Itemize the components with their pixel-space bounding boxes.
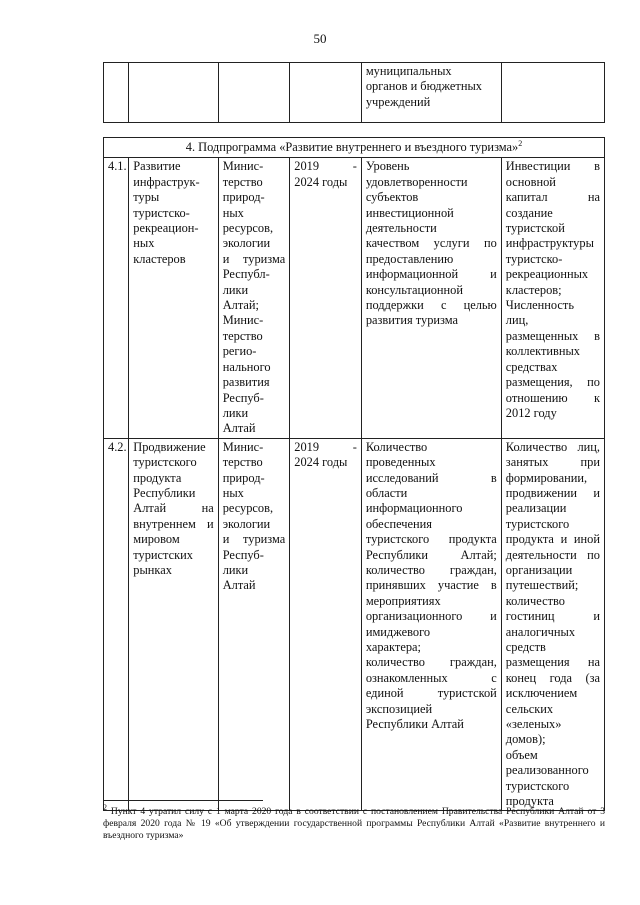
measure-name: [129, 158, 218, 438]
cell-line: природ-: [222, 190, 265, 205]
cell-line: лики: [222, 282, 249, 297]
cell-line: нального: [222, 359, 271, 374]
cell-line: 2024 годы: [294, 455, 348, 470]
cell-line: лиц,: [505, 313, 529, 328]
cell-line: инвестиционной: [365, 205, 454, 220]
cell-line: ных: [133, 236, 155, 251]
cell-line: продукта и иной: [505, 532, 600, 547]
cell-line: мировом: [133, 532, 180, 547]
cell-line: проведенных: [365, 455, 436, 470]
cell-line: кластеров;: [505, 282, 562, 297]
cell-line: туристского: [133, 455, 197, 470]
footnote-mark: 2: [103, 802, 107, 812]
cell-line: информационного: [365, 501, 463, 516]
cell-line: Алтай: [222, 578, 256, 593]
cell-line: Республики Алтай: [365, 717, 464, 732]
cell-line: реализации: [505, 501, 567, 516]
cell-line: инфраструктуры: [505, 236, 594, 251]
cell-line: создание: [505, 205, 553, 220]
cell-line: лики: [222, 562, 249, 577]
cell-line: Уровень: [365, 159, 410, 174]
cell-line: путешествий;: [505, 578, 579, 593]
cell-line: исследований в: [365, 470, 497, 485]
cell-line: терство: [222, 455, 263, 470]
cell-line: реализованного: [505, 763, 589, 778]
cell-line: организационного и: [365, 609, 497, 624]
cell-line: терство: [222, 174, 263, 189]
cell-line: Алтай;: [222, 298, 259, 313]
cell-line: средствах: [505, 359, 558, 374]
cell-line: деятельности: [365, 221, 437, 236]
cell-line: Минис-: [222, 159, 264, 174]
cell-line: количество граждан,: [365, 562, 497, 577]
table-cell: [218, 63, 290, 123]
cell-line: аналогичных: [505, 624, 576, 639]
cell-line: туристского продукта: [365, 532, 497, 547]
footnote-text: Пункт 4 утратил силу с 1 марта 2020 года в соответствии с постановлением Правительства Республики Алтай от 3 февраля 2020 года № 19 «Об утверждении государственной программы Республики Алтай «Развитие внутреннего и въездного туризма»: [103, 806, 605, 841]
cell-line: имиджевого: [365, 624, 431, 639]
cell-line: исключением: [505, 686, 578, 701]
cell-line: кластеров: [133, 251, 186, 266]
cell-line: туристско-: [505, 251, 563, 266]
cell-line: организации: [505, 562, 573, 577]
cell-line: капитал на: [505, 190, 600, 205]
cell-line: рекреацион-: [133, 221, 199, 236]
cell-line: рынках: [133, 562, 172, 577]
cell-line: рекреационных: [505, 267, 589, 282]
row-number-text: 4.1.: [108, 159, 127, 174]
cell-line: формировании,: [505, 470, 588, 485]
cell-line: развития туризма: [365, 313, 458, 328]
period: [290, 438, 362, 811]
cell-line: размещения на: [505, 655, 600, 670]
cell-line: отношению к: [505, 390, 600, 405]
footnote: [103, 802, 605, 842]
row-number: [104, 438, 129, 811]
cell-line: средств: [505, 640, 546, 654]
previous-table-fragment: [103, 62, 605, 123]
table-cell: [501, 63, 604, 123]
cell-line: инфраструк-: [133, 174, 200, 189]
cell-line: Количество: [365, 439, 428, 454]
cell-line: Респуб-: [222, 390, 264, 405]
cell-line: характера;: [365, 640, 421, 654]
row-number: [104, 158, 129, 438]
footnote-ref: 2: [518, 138, 523, 148]
cell-line: продвижении и: [505, 485, 600, 500]
cell-line: Алтай: [222, 421, 256, 436]
row-number-text: 4.2.: [108, 439, 127, 454]
cell-line: Количество лиц,: [505, 439, 600, 454]
cell-line: туристских: [133, 547, 193, 562]
cell-line: Инвестиции в: [505, 159, 600, 174]
table-cell: [361, 63, 501, 123]
cell-line: Республики: [133, 485, 196, 500]
cell-line: количество граждан,: [365, 655, 497, 670]
cell-line: домов);: [505, 732, 546, 747]
cell-line: ознакомленных с: [365, 670, 497, 685]
table-row: [104, 158, 605, 438]
cell-line: поддержки с целью: [365, 298, 497, 313]
cell-line: единой туристской: [365, 686, 497, 701]
cell-line: продукта: [133, 470, 182, 485]
cell-line: экспозицией: [365, 701, 433, 716]
result: [501, 438, 604, 811]
cell-line: Республики Алтай;: [365, 547, 497, 562]
cell-line: Минис-: [222, 313, 264, 328]
cell-line: туристской: [505, 221, 565, 236]
page-number: 50: [313, 31, 327, 46]
cell-line: объем: [505, 747, 538, 762]
result: [501, 158, 604, 438]
cell-line: и туризма: [222, 532, 286, 547]
cell-line: занятых при: [505, 455, 600, 470]
cell-line: гостиниц и: [505, 609, 600, 624]
cell-line: продукта: [505, 794, 554, 809]
cell-line: и туризма: [222, 251, 286, 266]
cell-line: 2012 году: [505, 405, 557, 420]
cell-line: ных: [222, 205, 244, 220]
cell-line: мероприятиях: [365, 593, 441, 608]
subprogram-header-row: [104, 138, 605, 158]
cell-line: органов и бюджетных: [365, 79, 483, 94]
cell-line: размещенных в: [505, 328, 600, 343]
cell-line: обеспечения: [365, 516, 432, 531]
table-row: [104, 63, 605, 123]
cell-line: лики: [222, 405, 249, 420]
cell-line: регио-: [222, 344, 257, 359]
measure-name: [129, 438, 218, 811]
cell-line: Численность: [505, 298, 574, 313]
cell-line: сельских: [505, 701, 554, 716]
cell-line: «зеленых»: [505, 717, 562, 732]
table-cell: [129, 63, 218, 123]
cell-line: терство: [222, 328, 263, 343]
cell-line: принявших участие в: [365, 578, 497, 593]
cell-line: 2019 -: [294, 439, 357, 454]
cell-line: ресурсов,: [222, 501, 274, 516]
cell-line: природ-: [222, 470, 265, 485]
cell-line: коллективных: [505, 344, 580, 359]
executor: [218, 438, 290, 811]
cell-line: предоставлению: [365, 251, 454, 266]
cell-line: Продвижение: [133, 439, 206, 454]
cell-line: экологии: [222, 236, 271, 251]
cell-line: качеством услуги по: [365, 236, 497, 251]
table-cell: [104, 63, 129, 123]
cell-line: Республ-: [222, 267, 270, 282]
table-row: [104, 438, 605, 811]
period: [290, 158, 362, 438]
executor: [218, 158, 290, 438]
table-cell: [290, 63, 362, 123]
indicator: [361, 438, 501, 811]
cell-line: внутреннем и: [133, 516, 214, 531]
cell-line: ных: [222, 485, 244, 500]
cell-line: Развитие: [133, 159, 181, 174]
cell-line: удовлетворенности: [365, 174, 468, 189]
cell-line: субъектов: [365, 190, 419, 205]
cell-line: основной: [505, 174, 556, 189]
cell-line: учреждений: [365, 94, 431, 109]
cell-line: экологии: [222, 516, 271, 531]
cell-line: туристского: [505, 778, 570, 793]
cell-line: ресурсов,: [222, 221, 274, 236]
cell-line: Алтай на: [133, 501, 214, 516]
cell-line: туристского: [505, 516, 570, 531]
subprogram-table: [103, 137, 605, 811]
subprogram-title: 4. Подпрограмма «Развитие внутреннего и въездного туризма»: [185, 140, 519, 154]
cell-line: конец года (за: [505, 670, 600, 685]
cell-line: деятельности по: [505, 547, 600, 562]
cell-line: туристско-: [133, 205, 190, 220]
cell-line: развития: [222, 375, 270, 390]
footnote-divider: [103, 800, 263, 801]
cell-line: 2019 -: [294, 159, 357, 174]
cell-line: информационной и: [365, 267, 497, 282]
indicator: [361, 158, 501, 438]
cell-line: области: [365, 485, 408, 500]
cell-line: туры: [133, 190, 160, 205]
cell-line: муниципальных: [365, 64, 452, 78]
cell-line: количество: [505, 593, 565, 608]
cell-line: размещения, по: [505, 375, 600, 390]
cell-line: 2024 годы: [294, 174, 348, 189]
subprogram-title-cell: [104, 138, 605, 158]
cell-line: консультационной: [365, 282, 464, 297]
cell-line: Минис-: [222, 439, 264, 454]
cell-line: Респуб-: [222, 547, 264, 562]
